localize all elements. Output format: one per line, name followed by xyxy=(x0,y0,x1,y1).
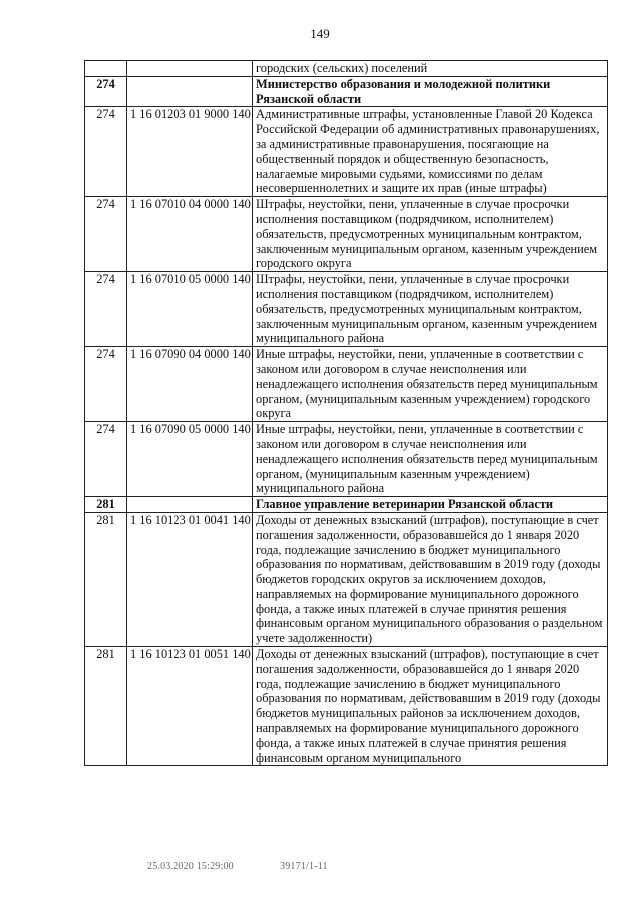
budget-codes-table xyxy=(84,60,608,766)
kbk-code-cell: 1 16 07010 05 0000 140 xyxy=(127,272,253,347)
kbk-code-cell: 1 16 07090 04 0000 140 xyxy=(127,347,253,422)
kbk-code-cell: 1 16 07090 05 0000 140 xyxy=(127,422,253,497)
kbk-code-cell: 1 16 01203 01 9000 140 xyxy=(127,107,253,197)
section-header-row xyxy=(85,76,608,107)
admin-code-cell: 274 xyxy=(85,76,127,107)
description-cell: Доходы от денежных взысканий (штрафов), поступающие в счет погашения задолженности, образовавшейся до 1 января 2020 года, подлежащие зачислению в бюджет муниципального образования по нормативам, действовавшим в 2019 году (доходы бюджетов городских округов за исключением доходов, направляемых на формирование муниципального дорожного фонда, а также иных платежей в случае принятия решения финансовым органом муниципального образования о раздельном учете задолженности) xyxy=(253,512,608,646)
administrator-name-cell: Главное управление ветеринарии Рязанской области xyxy=(253,497,608,513)
description-cell: Штрафы, неустойки, пени, уплаченные в случае просрочки исполнения поставщиком (подрядчиком, исполнителем) обязательств, предусмотренных муниципальным контрактом, заключенным муниципальным органом, казенным учреждением городского округа xyxy=(253,197,608,272)
description-cell: Иные штрафы, неустойки, пени, уплаченные в соответствии с законом или договором в случае неисполнения или ненадлежащего исполнения обязательств перед муниципальным органом, (муниципальным казенным учреждением) городского округа xyxy=(253,347,608,422)
description-cell: Иные штрафы, неустойки, пени, уплаченные в соответствии с законом или договором в случае неисполнения или ненадлежащего исполнения обязательств перед муниципальным органом, (муниципальным казенным учреждением) муниципального района xyxy=(253,422,608,497)
footer-doc-id: 39171/1-11 xyxy=(280,861,328,872)
section-header-row xyxy=(85,497,608,513)
admin-code-cell: 274 xyxy=(85,272,127,347)
table-row xyxy=(85,107,608,197)
description-cell: Штрафы, неустойки, пени, уплаченные в случае просрочки исполнения поставщиком (подрядчиком, исполнителем) обязательств, предусмотренных муниципальным контрактом, заключенным муниципальным органом, казенным учреждением муниципального района xyxy=(253,272,608,347)
admin-code-cell: 281 xyxy=(85,647,127,766)
kbk-code-cell: 1 16 10123 01 0051 140 xyxy=(127,647,253,766)
admin-code-cell: 281 xyxy=(85,512,127,646)
page-number: 149 xyxy=(310,26,330,41)
table-row xyxy=(85,512,608,646)
table-row xyxy=(85,197,608,272)
admin-code-cell: 274 xyxy=(85,347,127,422)
kbk-code-cell xyxy=(127,76,253,107)
table-row xyxy=(85,347,608,422)
footer-timestamp: 25.03.2020 15:29:00 xyxy=(147,861,234,872)
table-row xyxy=(85,61,608,77)
admin-code-cell: 281 xyxy=(85,497,127,513)
admin-code-cell xyxy=(85,61,127,77)
kbk-code-cell xyxy=(127,61,253,77)
description-cell: городских (сельских) поселений xyxy=(253,61,608,77)
admin-code-cell: 274 xyxy=(85,107,127,197)
kbk-code-cell xyxy=(127,497,253,513)
description-cell: Доходы от денежных взысканий (штрафов), поступающие в счет погашения задолженности, образовавшейся до 1 января 2020 года, подлежащие зачислению в бюджет муниципального образования по нормативам, действовавшим в 2019 году (доходы бюджетов муниципальных районов за исключением доходов, направляемых на формирование муниципального дорожного фонда, а также иных платежей в случае принятия решения финансовым органом муниципального xyxy=(253,647,608,766)
admin-code-cell: 274 xyxy=(85,197,127,272)
table-row xyxy=(85,647,608,766)
description-cell: Административные штрафы, установленные Главой 20 Кодекса Российской Федерации об административных правонарушениях, за административные правонарушения, посягающие на общественный порядок и общественную безопасность, налагаемые мировыми судьями, комиссиями по делам несовершеннолетних и защите их прав (иные штрафы) xyxy=(253,107,608,197)
administrator-name-cell: Министерство образования и молодежной политики Рязанской области xyxy=(253,76,608,107)
table-row xyxy=(85,422,608,497)
kbk-code-cell: 1 16 10123 01 0041 140 xyxy=(127,512,253,646)
admin-code-cell: 274 xyxy=(85,422,127,497)
table-row xyxy=(85,272,608,347)
kbk-code-cell: 1 16 07010 04 0000 140 xyxy=(127,197,253,272)
